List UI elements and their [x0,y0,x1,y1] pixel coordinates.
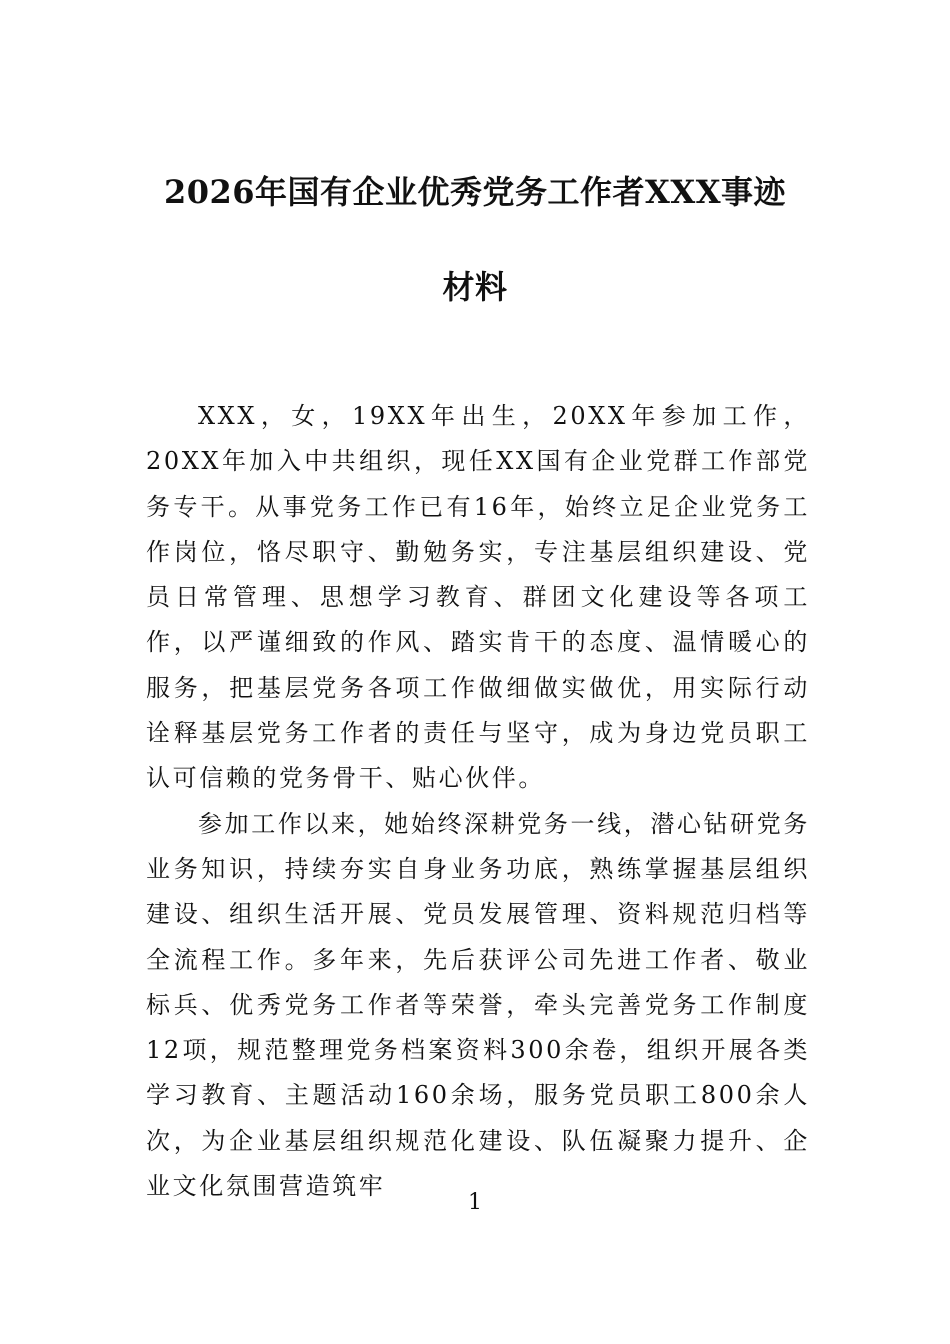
document-title-line-1: 2026年国有企业优秀党务工作者XXX事迹 [163,173,787,211]
paragraph-2: 参加工作以来，她始终深耕党务一线，潜心钻研党务业务知识，持续夯实自身业务功底，熟练掌握基层组织建设、组织生活开展、党员发展管理、资料规范归档等全流程工作。多年来，先后获评公司先进工作者、敬业标兵、优秀党务工作者等荣誉，牵头完善党务工作制度12项，规范整理党务档案资料300余卷，组织开展各类学习教育、主题活动160余场，服务党员职工800余人次，为企业基层组织规范化建设、队伍凝聚力提升、企业文化氛围营造筑牢 [146,809,810,1201]
document-body [146,394,810,1209]
paragraph-1: XXX，女，19XX年出生，20XX年参加工作，20XX年加入中共组织，现任XX国有企业党群工作部党务专干。从事党务工作已有16年，始终立足企业党务工作岗位，恪尽职守、勤勉务实，专注基层组织建设、党员日常管理、思想学习教育、群团文化建设等各项工作，以严谨细致的作风、踏实肯干的态度、温情暖心的服务，把基层党务各项工作做细做实做优，用实际行动诠释基层党务工作者的责任与坚守，成为身边党员职工认可信赖的党务骨干、贴心伙伴。 [146,402,810,793]
document-title-line-2: 材料 [442,268,508,306]
page-number: 1 [468,1190,482,1215]
